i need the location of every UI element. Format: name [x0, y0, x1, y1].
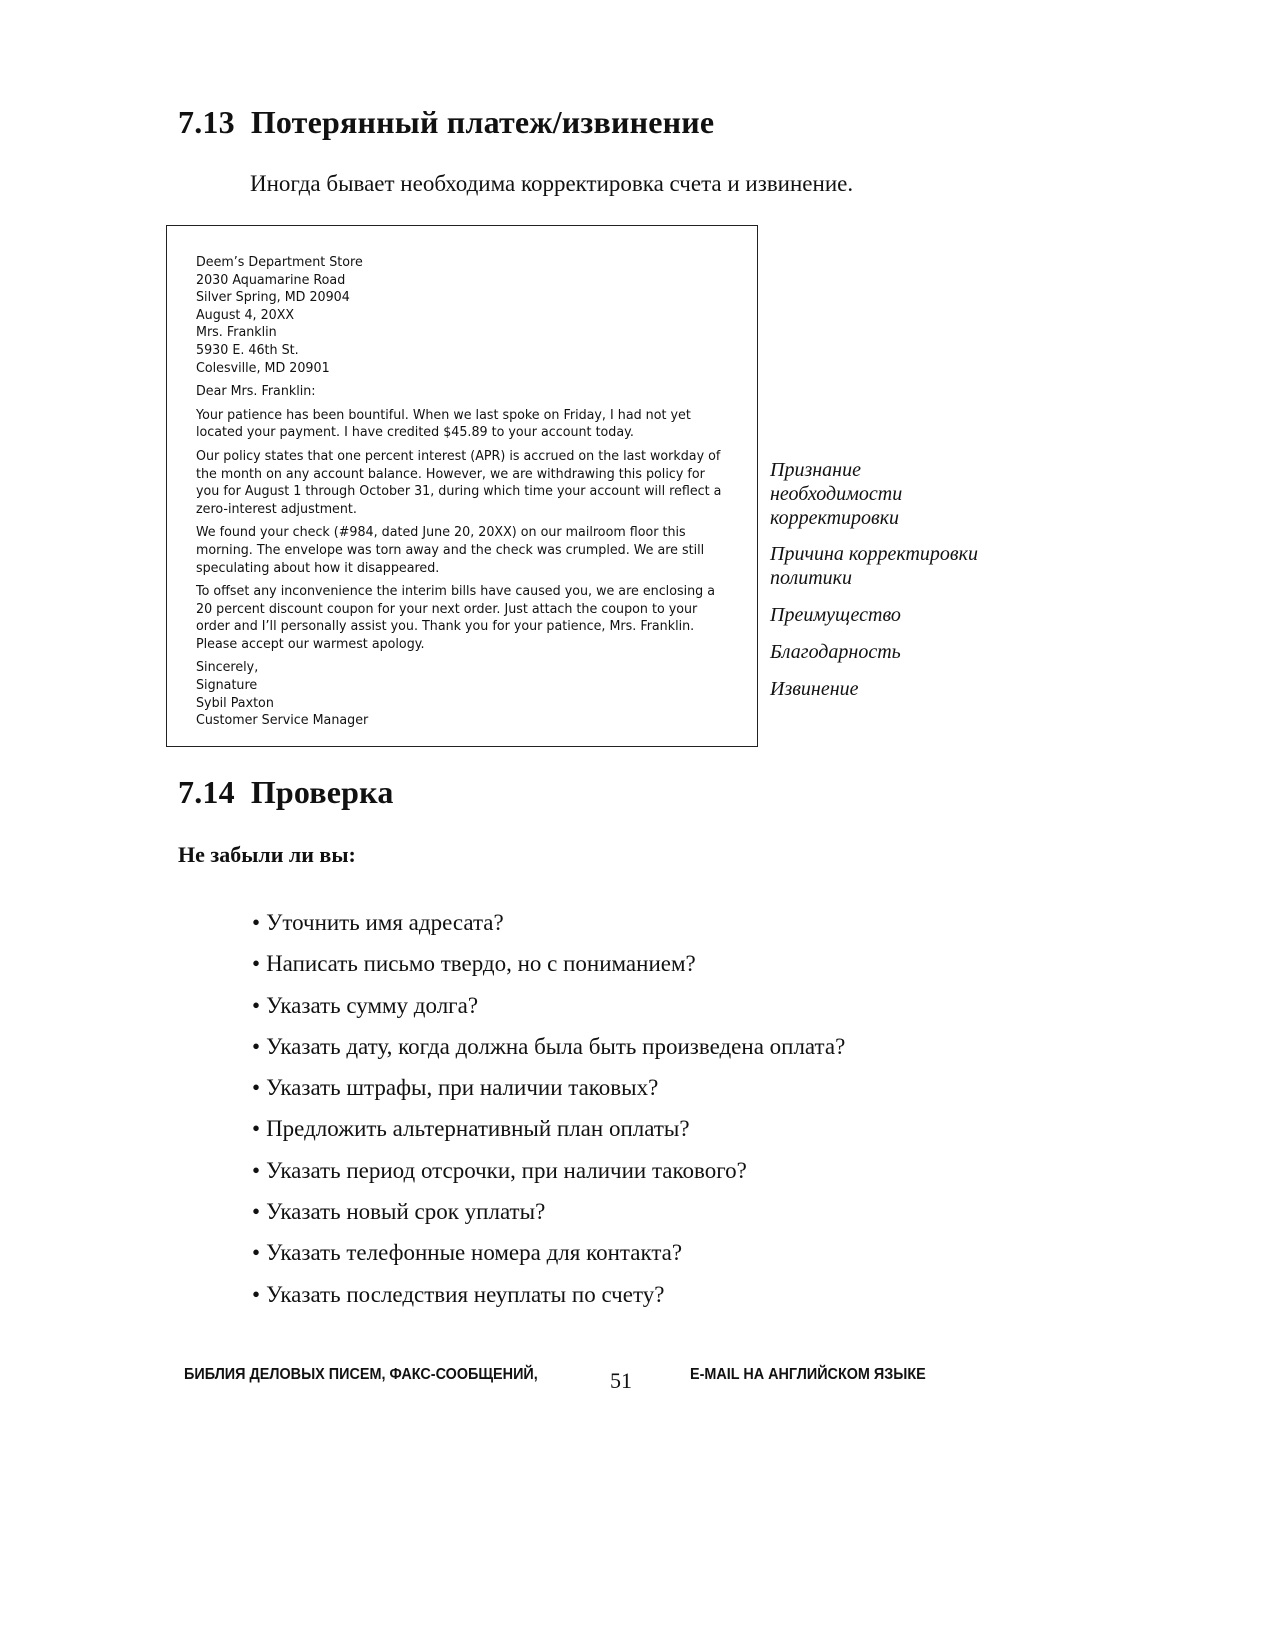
checklist-subheading: Не забыли ли вы: [178, 842, 356, 867]
margin-note-line: Причина корректировки [770, 543, 978, 565]
section-number: 7.13 [178, 104, 235, 140]
margin-note-benefit [770, 603, 901, 627]
section-title: Проверка [250, 774, 394, 810]
checklist-item-text: Указать дату, когда должна была быть произведена оплата? [266, 1033, 846, 1059]
bullet: • [252, 951, 261, 977]
bullet: • [252, 1075, 261, 1101]
checklist-item [252, 1197, 845, 1238]
closing-line: Signature [196, 677, 258, 694]
page-number: 51 [610, 1368, 632, 1393]
section-number: 7.14 [178, 774, 235, 810]
checklist-item [252, 1073, 845, 1114]
letter-line: To offset any inconvenience the interim bills have caused you, we are enclosing a [196, 583, 716, 600]
section-heading-7-14 [178, 774, 394, 811]
letter-header-line: August 4, 20XX [196, 306, 295, 323]
checklist-item [252, 1032, 845, 1073]
letter-line: Your patience has been bountiful. When we last spoke on Friday, I had not yet [196, 406, 691, 423]
margin-note-gratitude [770, 640, 901, 664]
checklist-item-text: Указать штрафы, при наличии таковых? [266, 1075, 659, 1101]
letter-paragraph-1 [196, 407, 708, 442]
checklist-item [252, 1156, 845, 1197]
checklist-item-text: Указать период отсрочки, при наличии такового? [266, 1157, 747, 1183]
letter-paragraph-3 [196, 524, 708, 577]
bullet: • [252, 1199, 261, 1225]
section-intro: Иногда бывает необходима корректировка счета и извинение. [250, 171, 854, 196]
letter-line: the month on any account balance. However, we are withdrawing this policy for [196, 465, 705, 482]
margin-note-line: Извинение [770, 678, 859, 700]
margin-note-apology [770, 677, 859, 701]
letter-line: We found your check (#984, dated June 20, 20XX) on our mailroom floor this [196, 524, 686, 541]
checklist-item [252, 1114, 845, 1155]
bullet: • [252, 910, 261, 935]
letter-paragraph-4 [196, 583, 716, 653]
sample-letter [196, 254, 722, 730]
section-heading-7-13 [178, 104, 714, 141]
bullet: • [252, 1033, 261, 1059]
section-title: Потерянный платеж/извинение [250, 104, 715, 140]
margin-note-line: необходимости [770, 483, 903, 505]
letter-header-line: 5930 E. 46th St. [196, 341, 299, 358]
checklist-item [252, 908, 845, 949]
closing-line: Customer Service Manager [196, 712, 369, 729]
letter-line: speculating about how it disappeared. [196, 559, 440, 576]
margin-note-line: Благодарность [770, 641, 901, 663]
checklist-item [252, 1280, 845, 1321]
checklist-item [252, 949, 845, 990]
letter-line: located your payment. I have credited $45.89 to your account today. [196, 424, 634, 441]
letter-header [196, 254, 708, 377]
closing-line: Sybil Paxton [196, 694, 274, 711]
letter-header-line: Deem’s Department Store [196, 254, 363, 270]
bullet: • [252, 1157, 261, 1183]
footer-book-title-right: E-MAIL НА АНГЛИЙСКОМ ЯЗЫКЕ [690, 1366, 926, 1383]
letter-line: Please accept our warmest apology. [196, 635, 425, 652]
letter-line: morning. The envelope was torn away and the check was crumpled. We are still [196, 541, 705, 558]
bullet: • [252, 992, 261, 1018]
letter-closing [196, 659, 708, 729]
checklist-item-text: Уточнить имя адресата? [266, 910, 504, 935]
checklist-item-text: Указать телефонные номера для контакта? [266, 1240, 683, 1266]
letter-paragraph-2 [196, 447, 722, 518]
checklist-item-text: Предложить альтернативный план оплаты? [266, 1116, 690, 1142]
letter-line: order and I’ll personally assist you. Thank you for your patience, Mrs. Franklin. [196, 618, 695, 635]
checklist-item-text: Указать последствия неуплаты по счету? [266, 1281, 665, 1307]
checklist-item [252, 991, 845, 1032]
margin-note-line: политики [770, 567, 853, 589]
checklist-item-text: Указать новый срок уплаты? [266, 1199, 546, 1225]
margin-note-reason [770, 542, 978, 590]
bullet: • [252, 1116, 261, 1142]
footer-book-title-left: БИБЛИЯ ДЕЛОВЫХ ПИСЕМ, ФАКС-СООБЩЕНИЙ, [184, 1366, 538, 1383]
bullet: • [252, 1240, 261, 1266]
checklist-item-text: Написать письмо твердо, но с пониманием? [266, 951, 696, 977]
closing-line: Sincerely, [196, 659, 259, 676]
letter-header-line: 2030 Aquamarine Road [196, 271, 346, 288]
letter-line: you for August 1 through October 31, during which time your account will reflect a [196, 483, 722, 500]
salutation-line: Dear Mrs. Franklin: [196, 383, 316, 400]
checklist-item-text: Указать сумму долга? [266, 992, 479, 1018]
letter-salutation [196, 383, 708, 401]
sample-letter-box [166, 225, 758, 747]
letter-header-line: Mrs. Franklin [196, 324, 277, 341]
letter-header-line: Colesville, MD 20901 [196, 359, 330, 376]
checklist-item [252, 1238, 845, 1279]
margin-note-line: Преимущество [770, 604, 901, 626]
letter-line: zero-interest adjustment. [196, 500, 357, 517]
margin-note-line: корректировки [770, 507, 900, 529]
checklist [252, 908, 845, 1321]
letter-line: 20 percent discount coupon for your next order. Just attach the coupon to your [196, 600, 698, 617]
margin-note-line: Признание [770, 459, 861, 481]
letter-header-line: Silver Spring, MD 20904 [196, 289, 350, 306]
bullet: • [252, 1281, 261, 1307]
letter-line: Our policy states that one percent interest (APR) is accrued on the last workday of [196, 447, 721, 464]
margin-note-acknowledgement [770, 458, 902, 530]
